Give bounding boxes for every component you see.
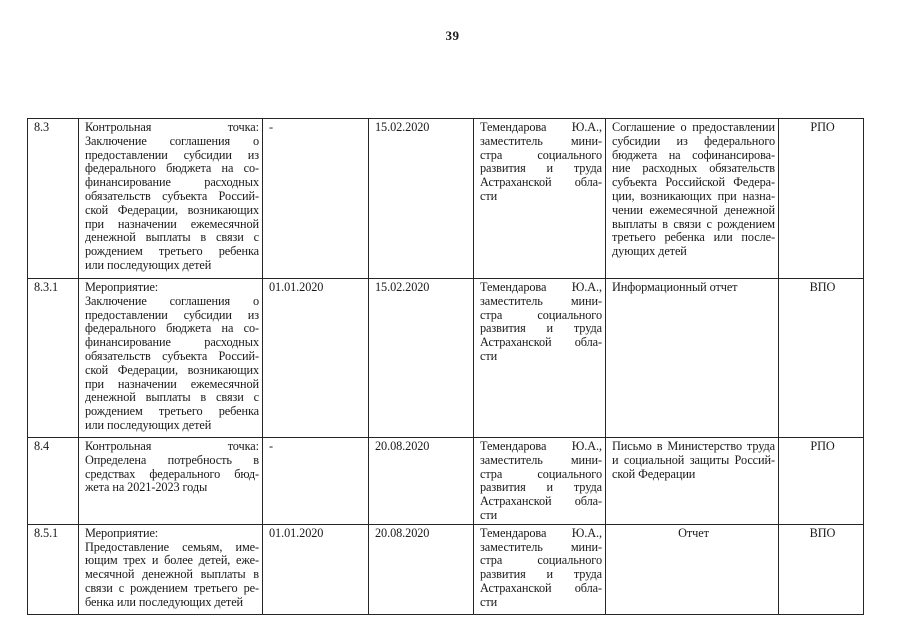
table-row	[28, 524, 864, 614]
cell-task: Контрольная точка: Заключение соглашения о предоставлении субсидии из федерального бюджета на со- финансирование расходных обязательств субъекта Россий- ской Федерации, возникающих при назначении ежемесячной денежной выплаты в связи с рождением третьего ребенка или последующих детей	[79, 119, 263, 279]
cell-responsible: Темендарова Ю.А., заместитель мини- стра социального развития и труда Астраханской обла- сти	[474, 119, 606, 279]
cell-doc-type: РПО	[779, 119, 864, 279]
cell-end-date: 15.02.2020	[369, 279, 474, 438]
table-row	[28, 119, 864, 279]
cell-end-date: 15.02.2020	[369, 119, 474, 279]
schedule-table	[27, 118, 864, 615]
cell-start-date: 01.01.2020	[263, 524, 369, 614]
cell-responsible: Темендарова Ю.А., заместитель мини- стра социального развития и труда Астраханской обла- сти	[474, 438, 606, 525]
cell-end-date: 20.08.2020	[369, 524, 474, 614]
cell-responsible: Темендарова Ю.А., заместитель мини- стра социального развития и труда Астраханской обла- сти	[474, 279, 606, 438]
cell-row-id: 8.5.1	[28, 524, 79, 614]
page-number: 39	[445, 28, 460, 43]
cell-result: Письмо в Министерство труда и социальной защиты Россий- ской Федерации	[606, 438, 779, 525]
cell-start-date: -	[263, 438, 369, 525]
cell-end-date: 20.08.2020	[369, 438, 474, 525]
cell-result: Информационный отчет	[606, 279, 779, 438]
cell-start-date: 01.01.2020	[263, 279, 369, 438]
cell-result: Соглашение о предоставлении субсидии из федерального бюджета на софинансирова- ние расходных обязательств субъекта Российской Федера- ции, возникающих при назна- чении ежемесячной денежной выплаты в связи с рождением третьего ребенка или после- дующих детей	[606, 119, 779, 279]
cell-doc-type: РПО	[779, 438, 864, 525]
cell-task: Мероприятие: Предоставление семьям, име- ющим трех и более детей, еже- месячной денежной выплаты в связи с рождением третьего ре- бенка или последующих детей	[79, 524, 263, 614]
cell-start-date: -	[263, 119, 369, 279]
cell-result: Отчет	[606, 524, 779, 614]
table-row	[28, 279, 864, 438]
cell-row-id: 8.3.1	[28, 279, 79, 438]
cell-row-id: 8.3	[28, 119, 79, 279]
cell-doc-type: ВПО	[779, 279, 864, 438]
cell-row-id: 8.4	[28, 438, 79, 525]
cell-doc-type: ВПО	[779, 524, 864, 614]
cell-task: Мероприятие: Заключение соглашения о предоставлении субсидии из федерального бюджета на со- финансирование расходных обязательств субъекта Россий- ской Федерации, возникающих при назначении ежемесячной денежной выплаты в связи с рождением третьего ребенка или последующих детей	[79, 279, 263, 438]
cell-responsible: Темендарова Ю.А., заместитель мини- стра социального развития и труда Астраханской обла- сти	[474, 524, 606, 614]
table-row	[28, 438, 864, 525]
cell-task: Контрольная точка: Определена потребность в средствах федерального бюд- жета на 2021-2023 годы	[79, 438, 263, 525]
